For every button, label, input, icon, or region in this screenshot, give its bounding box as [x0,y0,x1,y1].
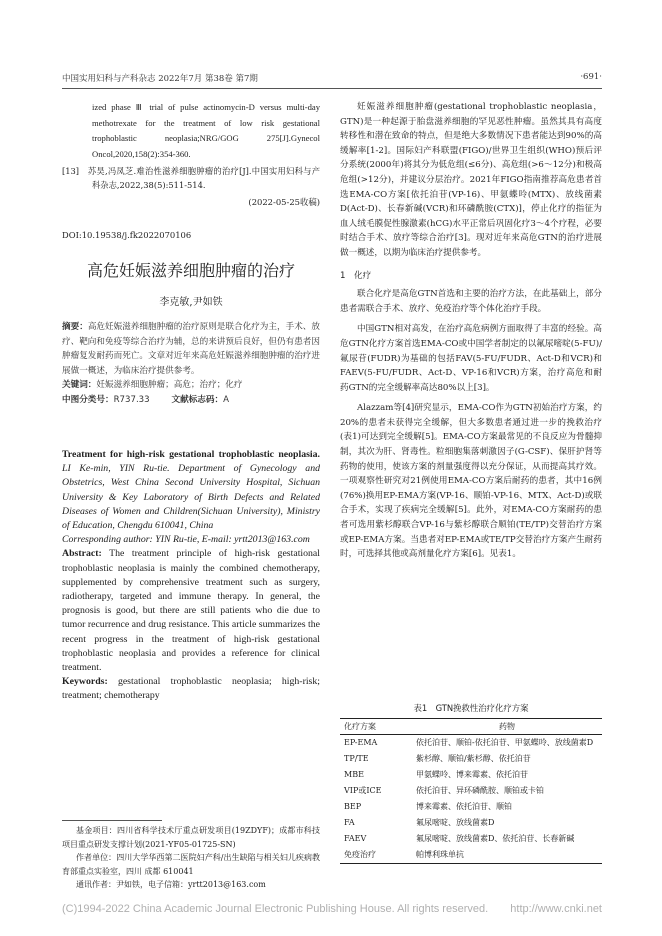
table-cell-regimen: 免疫治疗 [340,847,412,864]
table-1-caption: 表1 GTN挽救性治疗化疗方案 [413,703,529,713]
reference-13 [62,164,320,193]
table-cell-drugs: 紫杉醇、顺铂/紫杉醇、依托泊苷 [416,754,531,763]
table-row [340,751,602,767]
received-date: (2022-05-25收稿) [248,197,320,207]
table-cell-regimen: MBE [344,770,364,779]
copyright-notice: (C)1994-2022 China Academic Journal Electronic Publishing House. All rights reserved. [62,903,489,915]
article-title: 高危妊娠滋养细胞肿瘤的治疗 [86,261,295,280]
english-abstract-text: The treatment principle of high-risk gestational trophoblastic neoplasia is mainly the combined chemotherapy, supplemented by comprehensive treatment such as surgery, radiotherapy, targeted and immune therapy. In general, the prognosis is good, but there are still patients who die due to tumor recurrence and drug resistance. This article summarizes the recent progress in the treatment of high-risk gestational trophoblastic neoplasia and provides a reference for clinical treatment. [62,548,321,674]
english-title: Treatment for high-risk gestational trophoblastic neoplasia. [62,449,320,460]
doc-code-label: 文献标志码： [171,394,224,405]
footnote-rule [62,820,162,821]
table-cell-drugs: 博来霉素、依托泊苷、顺铂 [416,802,512,811]
doc-code-value: A [223,394,229,405]
english-affiliation: LI Ke-min, YIN Ru-tie. Department of Gynecology and Obstetrics, West China Second University Hospital, Sichuan University & Key Laboratory of Birth Defects and Related Diseases of Women and Children(Sichuan University), Ministry of Education, Chengdu 610041, China [62,463,320,532]
table-cell-drugs: 依托泊苷、异环磷酰胺、顺铂或卡铂 [416,786,544,795]
paragraph-1: 联合化疗是高危GTN首选和主要的治疗方法，在此基础上，部分患者需联合手术、放疗、免疫治疗等个体化治疗手段。 [340,289,602,314]
table-header-row [340,719,602,735]
regimen-table [340,718,602,864]
table-1 [340,702,602,864]
abstract-cn-text: 高危妊娠滋养细胞肿瘤的治疗原则是联合化疗为主，手术、放疗、靶向和免疫等综合治疗为辅，总的来讲预后良好，但仍有患者因肿瘤复发耐药而死亡。文章对近年来高危妊娠滋养细胞肿瘤的治疗进展做一概述，为临床治疗提供参考。 [62,322,320,376]
header-rule [62,88,602,89]
intro-paragraph: 妊娠滋养细胞肿瘤(gestational trophoblastic neoplasia，GTN)是一种起源于胎盘滋养细胞的罕见恶性肿瘤。虽然其具有高度转移性和潜在致命的特点，但是绝大多数情况下患者能达到90%的高缓解率[1-2]。国际妇产科联盟(FIGO)/世界卫生组织(WHO)预后评分系统(2000年)将其分为低危组(≤6分)、高危组(>6～12分)和极高危组(>12分)，并建议分层治疗。2021年FIGO指南推荐高危患者首选EMA-CO方案[依托泊苷(VP-16)、甲氨蝶呤(MTX)、放线菌素D(Act-D)、长春新碱(VCR)和环磷酰胺(CTX)]，停止化疗的指征为血人绒毛膜促性腺激素(hCG)水平正常后巩固化疗3～4个疗程，必要时结合手术、放疗等综合治疗[3]。现对近年来高危GTN的治疗进展做一概述，以期为临床治疗提供参考。 [340,102,602,258]
footnotes [62,824,320,892]
reference-12-text: ized phase Ⅲ trial of pulse actinomycin-D versus multi-day methotrexate for the treatment of low risk gestational trophoblastic neoplasia;NRG/GOG 275[J].Gynecol Oncol,2020,158(2):354-360. [92,102,320,159]
table-cell-drugs: 依托泊苷、顺铂-依托泊苷、甲氨蝶呤、放线菌素D [416,738,594,747]
cnki-url: http://www.cnki.net [510,903,602,915]
table-cell-regimen: FAEV [344,834,367,843]
table-row [340,831,602,847]
english-keywords-label: Keywords: [62,676,108,688]
page-footer [62,903,602,915]
clc-value: R737.33 [113,394,150,405]
table-header-drugs: 药物 [499,722,515,731]
reference-13-text: [13] 苏昊,冯凤芝.难治性滋养细胞肿瘤的治疗[J].中国实用妇科与产科杂志,2022,38(5):511-514. [62,166,320,191]
table-cell-regimen: FA [344,818,355,827]
table-cell-regimen: EP-EMA [344,738,378,747]
section-heading-chemo: 1 化疗 [340,270,372,281]
abstract-cn [62,320,320,408]
table-cell-regimen: TP/TE [344,754,369,763]
authors: 李克敏,尹如铁 [159,297,223,308]
table-cell-drugs: 氟尿嘧啶、放线菌素D [416,818,495,827]
table-row [340,735,602,752]
table-row [340,847,602,864]
doi: DOI:10.19538/j.fk2022070106 [62,230,192,240]
clc-label: 中图分类号： [62,394,114,405]
journal-header: 中国实用妇科与产科杂志 2022年7月 第38卷 第7期 [62,74,258,84]
footnote-corresponding: 通讯作者：尹如铁，电子信箱：yrtt2013@163.com [76,880,266,889]
table-cell-drugs: 帕博利珠单抗 [412,847,602,864]
abstract-cn-label: 摘要： [62,322,88,332]
table-header-regimen: 化疗方案 [344,722,376,731]
keywords-cn-label: 关键词： [62,380,97,391]
english-abstract-label: Abstract: [62,548,102,560]
footnote-affiliation: 作者单位：四川大学华西第二医院妇产科/出生缺陷与相关妇儿疾病教育部重点实验室，四川 成都 610041 [62,853,320,876]
table-cell-drugs: 甲氨蝶呤、博来霉素、依托泊苷 [416,770,528,779]
keywords-cn: 妊娠滋养细胞肿瘤；高危；治疗；化疗 [96,380,243,391]
footnote-funding: 基金项目：四川省科学技术厅重点研发项目(19ZDYF)；成都市科技项目重点研发支撑计划(2021-YF05-01725-SN) [62,826,320,849]
table-cell-regimen: VIP或ICE [344,786,382,795]
english-keywords: gestational trophoblastic neoplasia; high-risk; treatment; chemotherapy [62,676,320,702]
english-corresponding: Corresponding author: YIN Ru-tie, E-mail: yrtt2013@163.com [62,534,310,546]
reference-continued [92,100,320,162]
table-row [340,783,602,799]
paragraph-2: 中国GTN相对高发，在治疗高危病例方面取得了丰富的经验。高危GTN化疗方案首选EMA-CO或中国学者制定的以氟尿嘧啶(5-FU)/氟尿苷(FUDR)为基础的包括FAV(5-FU/FUDR、Act-D和VCR)和FAEV(5-FU/FUDR、Act-D、VP-16和VCR)方案，治疗高危和耐药GTN的完全缓解率高达80%以上[3]。 [340,324,602,393]
table-cell-regimen: BEP [344,802,362,811]
body-right-column [340,100,602,562]
page-number: ·691· [580,72,602,82]
table-row [340,767,602,783]
table-row [340,815,602,831]
table-row [340,799,602,815]
abstract-en [62,448,320,704]
paragraph-3: Alazzam等[4]研究显示，EMA-CO作为GTN初始治疗方案，约20%的患者未获得完全缓解，但大多数患者通过进一步的挽救治疗(表1)可达到完全缓解[5]。EMA-CO方案最常见的不良反应为骨髓抑制，其次为肝、肾毒性。粒细胞集落刺激因子(G-CSF)、保肝护肾等药物的使用，使该方案的剂量强度得以充分保证，从而提高其疗效。一项观察性研究对21例使用EMA-CO方案后耐药的患者，其中16例(76%)换用EP-EMA方案(VP-16、顺铂-VP-16、MTX、Act-D)或联合手术，实现了疾病完全缓解[5]。此外，对EMA-CO方案耐药的患者可选用紫杉醇联合VP-16与紫杉醇联合顺铂(TE/TP)交替治疗方案或EP-EMA方案。当患者对EP-EMA或TE/TP交替治疗方案产生耐药时，可选择其他或高剂量化疗方案[6]。见表1。 [340,403,602,560]
table-cell-drugs: 氟尿嘧啶、放线菌素D、依托泊苷、长春新碱 [416,834,575,843]
